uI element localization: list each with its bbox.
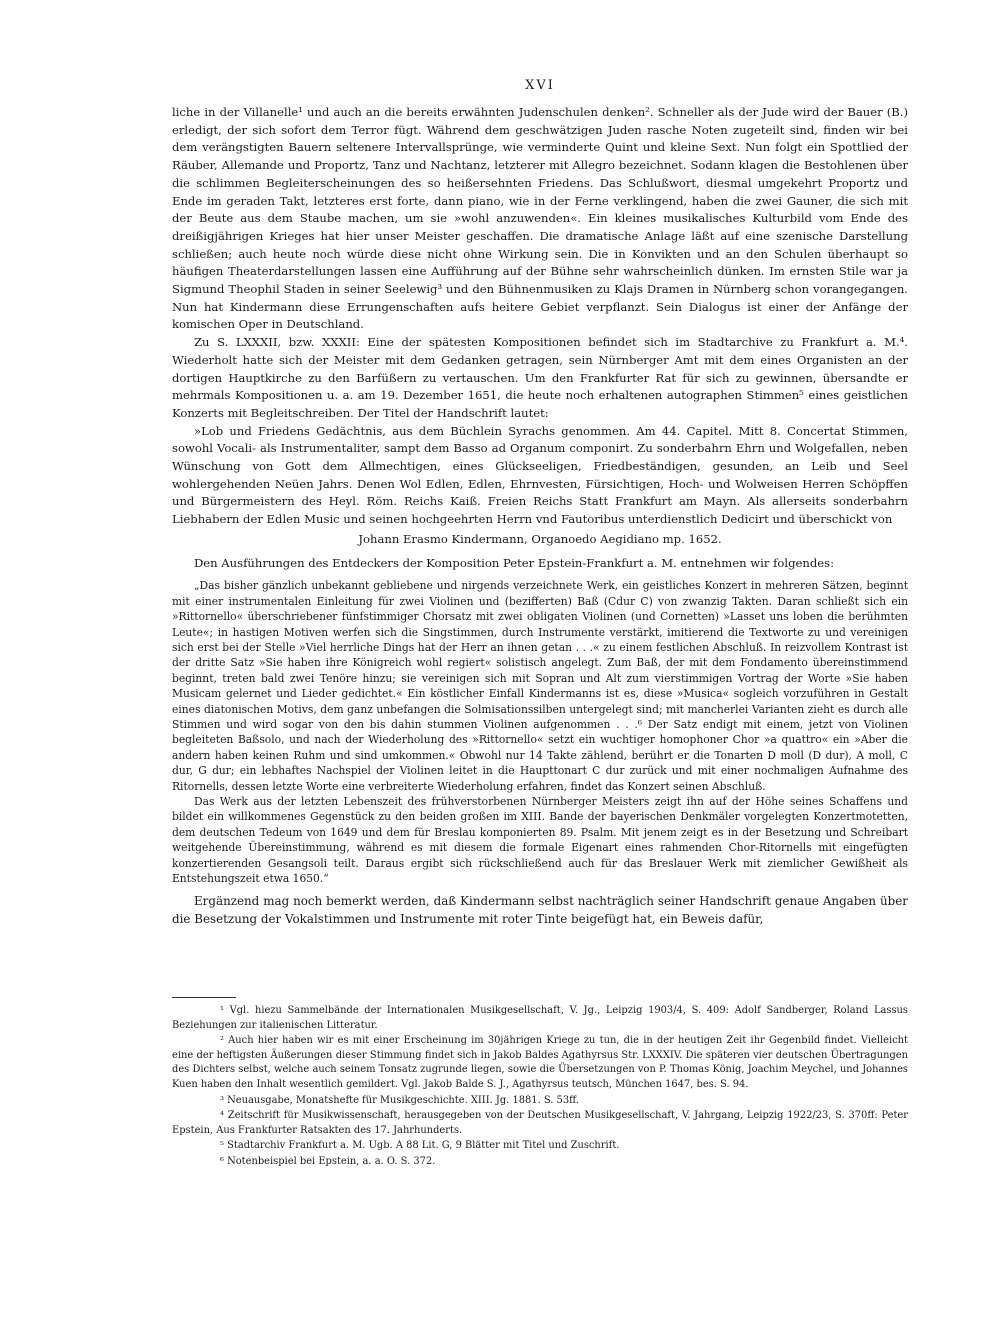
paragraph-dialogus: liche in der Villanelle¹ und auch an die bereits erwähnten Judenschulen denken². Schneller als der Jude wird der Bauer (B.) erledigt, der sich sofort dem Terror fügt. Während dem geschwätzigen Juden rasche Noten zugeteilt sind, finden wir bei dem verängstigten Bauern seltenere Intervallsprünge, wie verminderte Quint und kleine Sext. Nun folgt ein Spottlied der Räuber, Allemande und Proportz, Tanz und Nachtanz, letzterer mit Allegro bezeichnet. Sodann klagen die Bestohlenen über die schlimmen Begleiterscheinungen des so heißersehnten Friedens. Das Schlußwort, diesmal umgekehrt Proportz und Ende im geraden Takt, letzteres erst forte, dann piano, wie in der Ferne verklingend, haben die zwei Gauner, die sich mit der Beute aus dem Staube machen, um sie »wohl anzuwenden«. Ein kleines musikalisches Kulturbild vom Ende des dreißigjährigen Krieges hat hier unser Meister geschaffen. Die dramatische Anlage läßt auf eine szenische Darstellung schließen; auch heute noch würde diese nicht ohne Wirkung sein. Die in Konvikten und an den Schulen überhaupt so häufigen Theaterdarstellungen lassen eine Aufführung auf der Bühne sehr wahrscheinlich dünken. Im ernsten Stile war ja Sigmund Theophil Staden in seiner Seelewig³ und den Bühnenmusiken zu Klajs Dramen in Nürnberg schon vorangegangen. Nun hat Kindermann diese Errungenschaften aufs heitere Gebiet verpflanzt. Sein Dialogus ist einer der Anfänge der komischen Oper in Deutschland.: [172, 105, 908, 332]
footnote-4: ⁴ Zeitschrift für Musikwissenschaft, herausgegeben von der Deutschen Musikgesellschaft, V. Jahrgang, Leipzig 1922/23, S. 370ff: Peter Epstein, Aus Frankfurter Ratsakten des 17. Jahrhunderts.: [172, 1110, 908, 1136]
footnote-rule: [172, 997, 236, 998]
paragraph-frankfurt: Zu S. LXXXII, bzw. XXXII: Eine der spätesten Kompositionen befindet sich im Stadtarchive zu Frankfurt a. M.⁴. Wiederholt hatte sich der Meister mit dem Gedanken getragen, sein Nürnberger Amt mit dem eines Organisten an der dortigen Hauptkirche zu den Barfüßern zu vertauschen. Um den Frankfurter Rat für sich zu gewinnen, übersandte er mehrmals Kompositionen u. a. am 19. Dezember 1651, die heute noch erhaltenen autographen Stimmen⁵ eines geistlichen Konzerts mit Begleitschreiben. Der Titel der Handschrift lautet:: [172, 335, 908, 420]
footnotes: [172, 1004, 908, 1171]
footnote-2: ² Auch hier haben wir es mit einer Erscheinung im 30jährigen Kriege zu tun, die in der heutigen Zeit ihr Gegenbild findet. Vielleicht eine der heftigsten Äußerungen dieser Stimmung findet sich in Jakob Baldes Agathyrsus Str. LXXXIV. Die späteren vier deutschen Übertragungen des Dichters selbst, welche auch seinem Tonsatz zugrunde liegen, sowie die Übersetzungen von P. Thomas König, Joachim Meychel, und Johannes Kuen haben den Inhalt wesentlich gemildert. Vgl. Jakob Balde S. J., Agathyrsus teutsch, München 1647, bes. S. 94.: [172, 1035, 908, 1090]
signature-line: Johann Erasmo Kindermann, Organoedo Aegidiano mp. 1652.: [358, 531, 722, 546]
paragraph-supplement: Ergänzend mag noch bemerkt werden, daß Kindermann selbst nachträglich seiner Handschrift genaue Angaben über die Besetzung der Vokalstimmen und Instrumente mit roter Tinte beigefügt hat, ein Beweis dafür,: [172, 894, 908, 927]
footnote-6: ⁶ Notenbeispiel bei Epstein, a. a. O. S. 372.: [220, 1155, 436, 1167]
footnote-3: ³ Neuausgabe, Monatshefte für Musikgeschichte. XIII. Jg. 1881. S. 53ff.: [220, 1094, 579, 1106]
epstein-quotation: [172, 578, 908, 886]
quotation-paragraph-2: Das Werk aus der letzten Lebenszeit des frühverstorbenen Nürnberger Meisters zeigt ihn auf der Höhe seines Schaffens und bildet ein willkommenes Gegenstück zu den beiden großen im XIII. Bande der bayerischen Denkmäler vorgelegten Konzertmotetten, dem deutschen Tedeum von 1649 und dem für Breslau komponierten 89. Psalm. Mit jenem zeigt es in der Besetzung und Schreibart weitgehende Übereinstimmung, während es mit diesem die formale Eigenart eines rahmenden Chor-Ritornells mit eingefügten konzertierenden Gesangsoli teilt. Daraus ergibt sich rückschließend auch für das Breslauer Werk mit ziemlicher Gewißheit als Entstehungszeit etwa 1650.“: [172, 794, 908, 885]
main-text: [172, 104, 908, 928]
manuscript-title-quote: »Lob und Friedens Gedächtnis, aus dem Büchlein Syrachs genommen. Am 44. Capitel. Mitt 8. Concertat Stimmen, sowohl Vocali- als Instrumentaliter, sampt dem Basso ad Organum componirt. Zu sonderbahrn Ehrn und Wolgefallen, neben Wünschung von Gott dem Allmechtigen, eines Glückseeligen, Friedbeständigen, gesunden, an Leib und Seel wohlergehenden Neüen Jahrs. Denen Wol Edlen, Edlen, Ehrnvesten, Fürsichtigen, Hoch- und Wolweisen Herren Schöpffen und Bürgermeistern des Heyl. Röm. Reichs Kaiß. Freien Reichs Statt Frankfurt am Mayn. Als allerseits sonderbahrn Liebhabern der Edlen Music und seinen hochgeehrten Herrn vnd Fautoribus unterdienstlich Dedicirt und überschickt von: [172, 423, 908, 527]
quotation-paragraph-1: „Das bisher gänzlich unbekannt gebliebene und nirgends verzeichnete Werk, ein geistliches Konzert in mehreren Sätzen, beginnt mit einer instrumentalen Einleitung für zwei Violinen und (bezifferten) Baß (Cdur C) von zwanzig Takten. Daran schließt sich ein »Rittornello« überschriebener fünfstimmiger Chorsatz mit zwei obligaten Violinen (und Cornetten) »Lasset uns loben die berühmten Leute«; in hastigen Motiven werfen sich die Singstimmen, durch Instrumente verstärkt, imitierend die Textworte zu und vereinigen sich erst bei der Stelle »Viel herrliche Dings hat der Herr an ihnen getan . . .« zu einem festlichen Abschluß. In reizvollem Kontrast ist der dritte Satz »Sie haben ihre Königreich wohl regiert« solistisch angelegt. Zum Baß, der mit dem Fondamento übereinstimmend beginnt, treten bald zwei Tenöre hinzu; sie vereinigen sich mit Sopran und Alt zum vierstimmigen Vortrag der Worte »Sie haben Musicam gelernet und Lieder gedichtet.« Ein köstlicher Einfall Kindermanns ist es, diese »Musica« sogleich vorzuführen in Gestalt eines diatonischen Motivs, dem ganz unbefangen die Solmisationssilben untergelegt sind; mit mancherlei Varianten zieht es durch alle Stimmen und wird sogar von den bis dahin stummen Violinen aufgenommen . . .⁶ Der Satz endigt mit einem, jetzt von Violinen begleiteten Baßsolo, und nach der Wiederholung des »Rittornello« setzt ein wuchtiger homophoner Chor »a quattro« ein »Aber die andern haben keinen Ruhm und sind umkommen.« Obwohl nur 14 Takte zählend, berührt er die Tonarten D moll (D dur), A moll, C dur, G dur; ein lebhaftes Nachspiel der Violinen leitet in die Haupttonart C dur zurück und mit einer nochmaligen Aufnahme des Ritornells, dessen letzte Worte eine verbreiterte Wiederholung erfahren, findet das Konzert seinen Abschluß.: [172, 579, 908, 793]
paragraph-epstein: Den Ausführungen des Entdeckers der Komposition Peter Epstein-Frankfurt a. M. entnehmen wir folgendes:: [194, 555, 834, 570]
footnote-1: ¹ Vgl. hiezu Sammelbände der Internationalen Musikgesellschaft, V. Jg., Leipzig 1903/4, S. 409: Adolf Sandberger, Roland Lassus Beziehungen zur italienischen Litteratur.: [172, 1005, 908, 1031]
footnote-5: ⁵ Stadtarchiv Frankfurt a. M. Ugb. A 88 Lit. G, 9 Blätter mit Titel und Zuschrift.: [220, 1140, 620, 1152]
page-number: XVI: [525, 78, 555, 93]
